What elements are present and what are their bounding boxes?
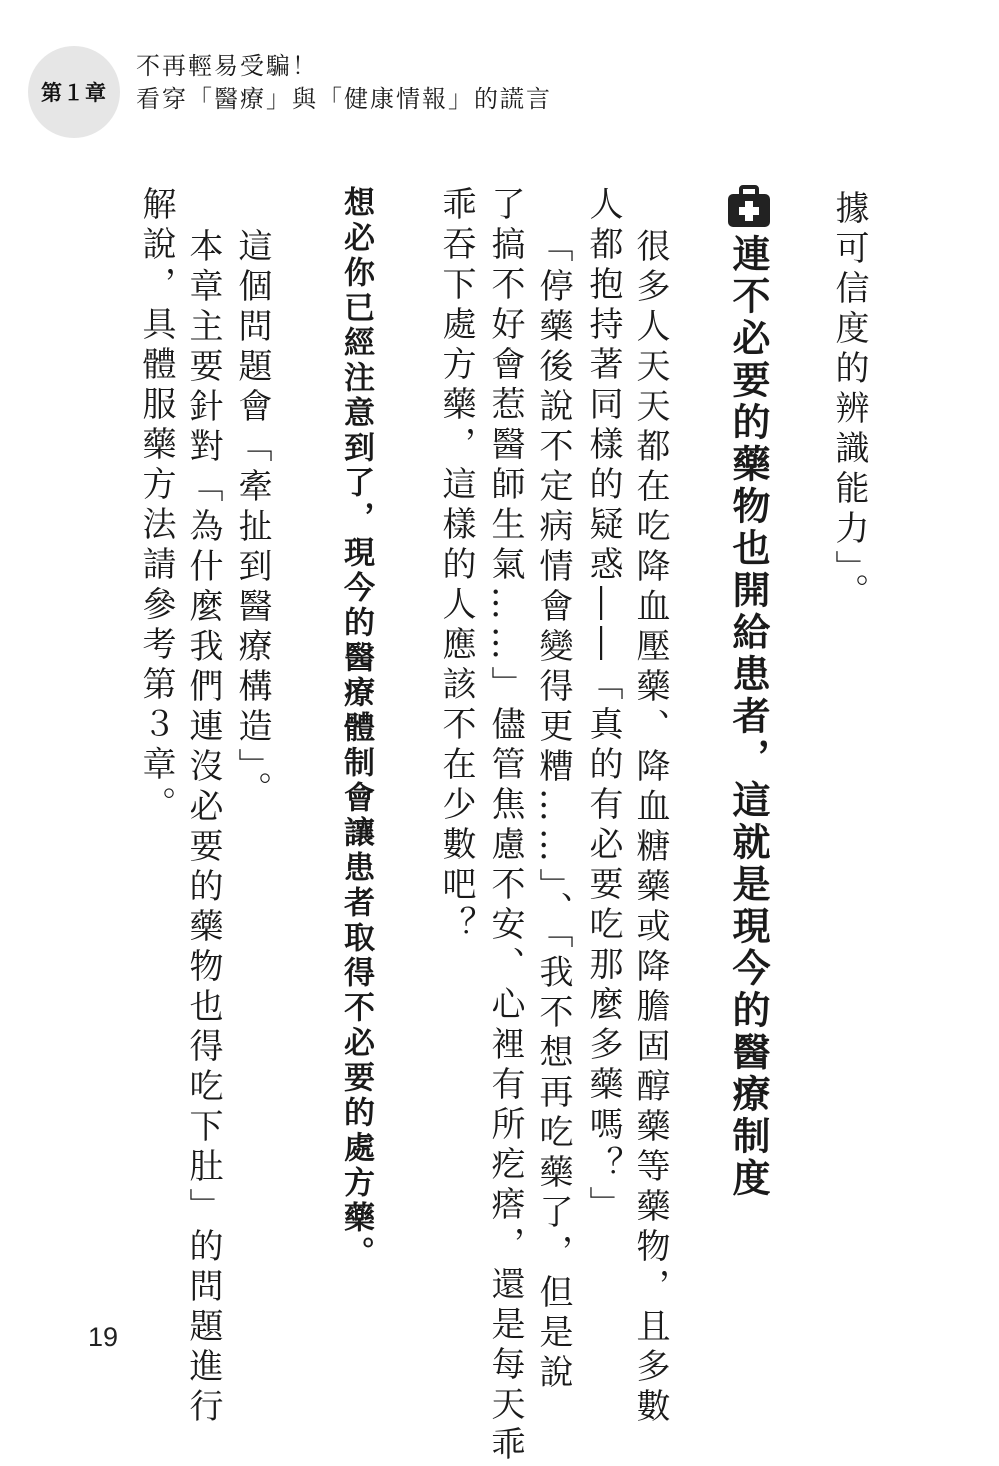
body-text-column: 了搞不好會惹醫師生氣……」儘管焦慮不安、心裡有所疙瘩，還是每天乖	[485, 186, 525, 1466]
chapter-badge	[28, 46, 120, 138]
body-text-column: 很多人天天都在吃降血壓藥、降血糖藥或降膽固醇藥等藥物，且多數	[630, 228, 670, 1428]
body-text-column: 乖吞下處方藥，這樣的人應該不在少數吧？	[436, 186, 476, 946]
section-heading: 連不必要的藥物也開給患者，這就是現今的醫療制度	[726, 234, 770, 1200]
medical-kit-icon	[726, 184, 772, 230]
body-text-column: 這個問題會「牽扯到醫療構造」。	[232, 228, 272, 811]
chapter-title-line1: 不再輕易受騙！	[136, 52, 318, 80]
body-text-column: 人都抱持著同樣的疑惑――「真的有必要吃那麼多藥嗎？」	[583, 186, 623, 1226]
chapter-header	[28, 38, 628, 128]
body-text-column: 據可信度的辨識能力」。	[829, 190, 869, 613]
page-number: 19	[88, 1322, 119, 1352]
chapter-title	[136, 50, 552, 116]
chapter-title-line2: 看穿「醫療」與「健康情報」的謊言	[136, 85, 552, 113]
chapter-label: 第１章	[41, 81, 107, 105]
body-text-column: 「停藥後說不定病情會變得更糟……」、「我不想再吃藥了，但是說	[533, 228, 573, 1394]
body-text-column: 解說，具體服藥方法請參考第３章。	[136, 186, 176, 826]
emphasis-sentence: 想必你已經注意到了，現今的醫療體制會讓患者取得不必要的處方藥。	[338, 186, 374, 1271]
body-text-column: 本章主要針對「為什麼我們連沒必要的藥物也得吃下肚」的問題進行	[183, 228, 223, 1428]
